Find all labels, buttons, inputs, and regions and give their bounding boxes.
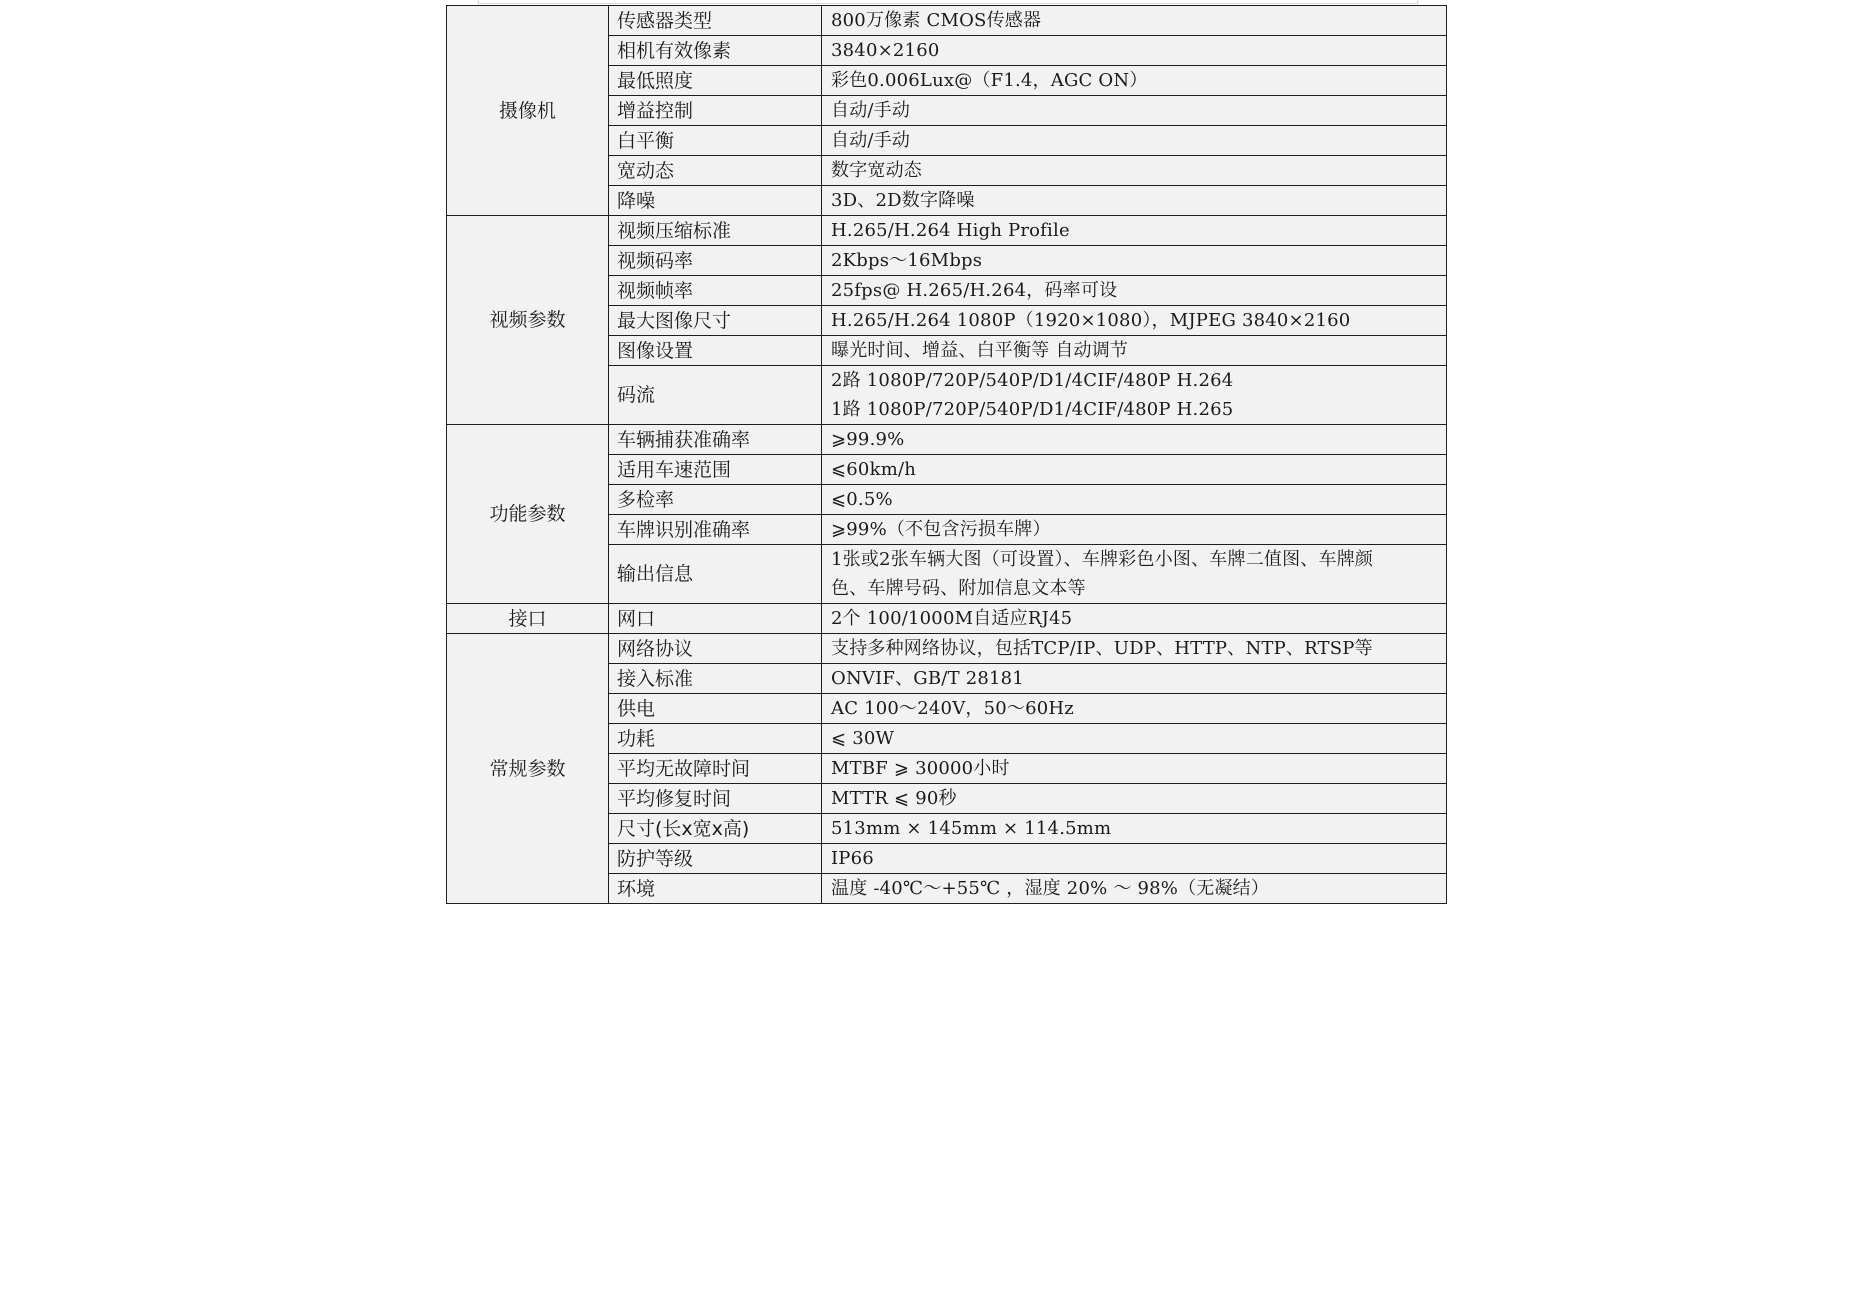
parameter-value-cell [822,604,1447,634]
parameter-value-line: ONVIF、GB/T 28181 [831,668,1024,689]
parameter-value-line: 支持多种网络协议，包括TCP/IP、UDP、HTTP、NTP、RTSP等 [831,638,1373,659]
parameter-value-cell [822,336,1447,366]
parameter-value-cell [822,156,1447,186]
parameter-value-cell [822,844,1447,874]
parameter-name-cell: 视频帧率 [609,276,822,306]
parameter-value-cell [822,485,1447,515]
category-cell: 视频参数 [447,216,609,425]
parameter-name-cell: 图像设置 [609,336,822,366]
parameter-value-line: 色、车牌号码、附加信息文本等 [831,578,1086,599]
parameter-value-cell [822,694,1447,724]
parameter-name-cell: 防护等级 [609,844,822,874]
page-top-rule [478,3,1418,4]
parameter-value-line: 2个 100/1000M自适应RJ45 [831,608,1073,629]
table-row [447,425,1447,455]
parameter-value-cell [822,366,1447,425]
parameter-name-cell: 白平衡 [609,126,822,156]
table-row [447,634,1447,664]
parameter-value-line: 3D、2D数字降噪 [831,190,975,211]
parameter-name-cell: 平均无故障时间 [609,754,822,784]
page-corner-mark-left [478,0,479,4]
parameter-name-cell: 尺寸(长x宽x高) [609,814,822,844]
spec-table-body [447,6,1447,904]
parameter-value-line: ⩾99%（不包含污损车牌） [831,519,1051,540]
parameter-value-cell [822,66,1447,96]
parameter-value-line: ⩽0.5% [831,489,893,510]
parameter-name-cell: 码流 [609,366,822,425]
parameter-value-line: 2Kbps～16Mbps [831,250,983,271]
parameter-value-line: 800万像素 CMOS传感器 [831,10,1042,31]
parameter-value-cell [822,664,1447,694]
parameter-name-cell: 多检率 [609,485,822,515]
table-row [447,604,1447,634]
parameter-value-cell [822,545,1447,604]
spec-table [446,5,1447,904]
parameter-value-cell [822,186,1447,216]
parameter-value-line: 25fps@ H.265/H.264，码率可设 [831,280,1118,301]
parameter-value-line: ⩽60km/h [831,459,917,480]
category-cell: 摄像机 [447,6,609,216]
parameter-name-cell: 输出信息 [609,545,822,604]
parameter-name-cell: 视频压缩标准 [609,216,822,246]
parameter-value-line: H.265/H.264 High Profile [831,220,1070,241]
parameter-value-line: 自动/手动 [831,100,911,121]
parameter-value-line: 温度 -40℃～+55℃ ，湿度 20% ～ 98%（无凝结） [831,878,1270,899]
parameter-name-cell: 最低照度 [609,66,822,96]
parameter-value-cell [822,515,1447,545]
parameter-name-cell: 适用车速范围 [609,455,822,485]
category-cell: 接口 [447,604,609,634]
parameter-value-line: 513mm × 145mm × 114.5mm [831,818,1112,839]
parameter-value-cell [822,216,1447,246]
parameter-value-line: H.265/H.264 1080P（1920×1080），MJPEG 3840×2160 [831,310,1351,331]
parameter-name-cell: 平均修复时间 [609,784,822,814]
category-cell: 常规参数 [447,634,609,904]
parameter-name-cell: 功耗 [609,724,822,754]
parameter-name-cell: 传感器类型 [609,6,822,36]
parameter-value-cell [822,874,1447,904]
parameter-value-line: MTTR ⩽ 90秒 [831,788,957,809]
parameter-value-line: IP66 [831,848,874,869]
parameter-value-cell [822,246,1447,276]
parameter-value-cell [822,425,1447,455]
table-row [447,216,1447,246]
parameter-value-line: AC 100～240V，50～60Hz [831,698,1074,719]
table-row [447,6,1447,36]
parameter-value-line: 3840×2160 [831,40,940,61]
parameter-name-cell: 车辆捕获准确率 [609,425,822,455]
parameter-name-cell: 降噪 [609,186,822,216]
parameter-name-cell: 环境 [609,874,822,904]
parameter-value-cell [822,814,1447,844]
parameter-value-cell [822,455,1447,485]
parameter-name-cell: 视频码率 [609,246,822,276]
parameter-value-line: 自动/手动 [831,130,911,151]
parameter-value-cell [822,724,1447,754]
parameter-name-cell: 接入标准 [609,664,822,694]
parameter-name-cell: 增益控制 [609,96,822,126]
parameter-value-line: 曝光时间、增益、白平衡等 自动调节 [831,340,1129,361]
parameter-value-line: 数字宽动态 [831,160,922,181]
parameter-value-cell [822,276,1447,306]
category-cell: 功能参数 [447,425,609,604]
parameter-value-line: 彩色0.006Lux@（F1.4，AGC ON） [831,70,1148,91]
parameter-value-line: 2路 1080P/720P/540P/D1/4CIF/480P H.264 [831,370,1234,391]
parameter-value-line: 1路 1080P/720P/540P/D1/4CIF/480P H.265 [831,399,1234,420]
parameter-value-cell [822,36,1447,66]
parameter-value-line: ⩽ 30W [831,728,895,749]
parameter-name-cell: 网络协议 [609,634,822,664]
page-corner-mark-right [1417,0,1418,4]
parameter-value-cell [822,6,1447,36]
parameter-value-line: ⩾99.9% [831,429,905,450]
parameter-value-cell [822,754,1447,784]
parameter-value-cell [822,634,1447,664]
parameter-name-cell: 供电 [609,694,822,724]
parameter-name-cell: 网口 [609,604,822,634]
parameter-value-line: MTBF ⩾ 30000小时 [831,758,1010,779]
parameter-value-cell [822,306,1447,336]
parameter-name-cell: 最大图像尺寸 [609,306,822,336]
parameter-name-cell: 宽动态 [609,156,822,186]
parameter-value-cell [822,126,1447,156]
parameter-name-cell: 相机有效像素 [609,36,822,66]
parameter-value-cell [822,784,1447,814]
parameter-value-line: 1张或2张车辆大图（可设置）、车牌彩色小图、车牌二值图、车牌颜 [831,549,1374,570]
parameter-name-cell: 车牌识别准确率 [609,515,822,545]
parameter-value-cell [822,96,1447,126]
